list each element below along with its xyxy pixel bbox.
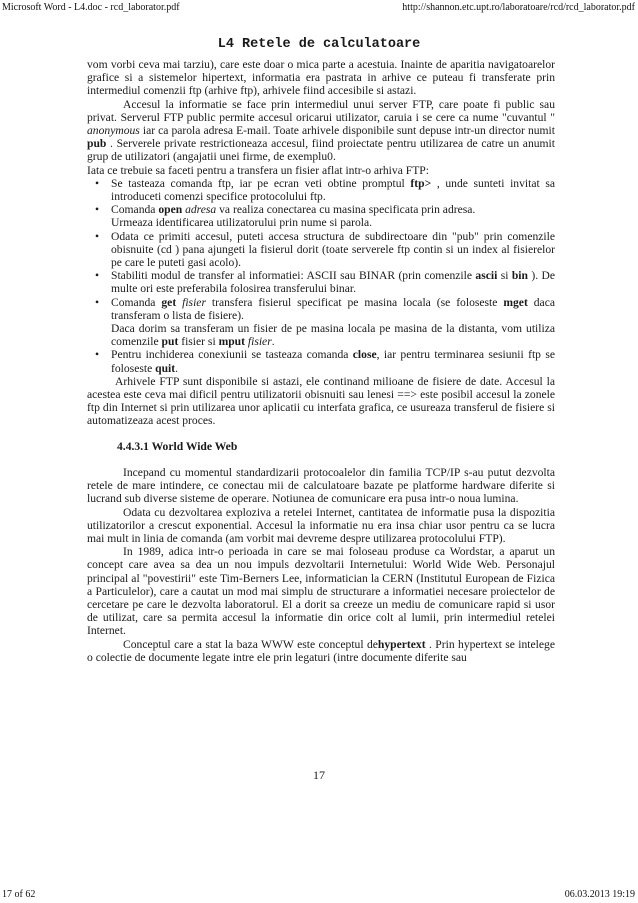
list-item: • Comanda get fisier transfera fisierul specificat pe masina locala (se foloseste mget daca transferam o lista de fisiere). Daca dorim sa transferam un fisier de pe masina locala pe masina de la distanta, vom utiliza comenzile put fisier si mput fisier. bbox=[111, 296, 555, 349]
page-number: 17 bbox=[313, 768, 325, 782]
list-item: • Stabiliti modul de transfer al informatiei: ASCII sau BINAR (prin comenzile ascii si bin ). De multe ori este preferabila folosirea transferului binar. bbox=[111, 269, 555, 295]
document-title: L4 Retele de calculatoare bbox=[217, 37, 421, 52]
browser-print-header-title: Microsoft Word - L4.doc - rcd_laborator.pdf bbox=[2, 2, 180, 13]
list-item: • Se tasteaza comanda ftp, iar pe ecran veti obtine promptul ftp> , unde sunteti invitat sa introduceti comenzi specifice protocolului ftp. bbox=[111, 177, 555, 203]
paragraph-intro: vom vorbi ceva mai tarziu), care este doar o mica parte a acestuia. Inainte de aparitia navigatoarelor grafice si a sistemelor hipertext, informatia era pastrata in arhive ce puteau fi transferate prin intermediul comenzii ftp (arhive ftp), arhivele fiind accesibile si astazi. bbox=[87, 58, 555, 98]
ftp-steps-list bbox=[87, 177, 555, 375]
browser-print-footer-timestamp: 06.03.2013 19:19 bbox=[564, 889, 635, 900]
paragraph-hypertext: Conceptul care a stat la baza WWW este conceptul dehypertext . Prin hypertext se intelege o colectie de documente legate intre ele prin legaturi (intre documente diferite sau bbox=[87, 637, 555, 664]
list-item: • Pentru inchiderea conexiunii se tasteaza comanda close, iar pentru terminarea sesiunii ftp se foloseste quit. bbox=[111, 348, 555, 374]
list-item: • Comanda open adresa va realiza conectarea cu masina specificata prin adresa. Urmeaza identificarea utilizatorului prin nume si parola. bbox=[111, 203, 555, 229]
page-body bbox=[87, 58, 555, 664]
paragraph-ftp-archives: Arhivele FTP sunt disponibile si astazi, ele continand milioane de fisiere de date. Accesul la acestea este ceva mai dificil pentru utilizatorii obisnuiti sau lenesi ==> este posibil accesul la zonele ftp din Internet si prin utilizarea unor aplicatii cu interfata grafica, ce usureaza transferul de fisiere si automatizeaza acest proces. bbox=[87, 374, 555, 428]
list-item: • Odata ce primiti accesul, puteti accesa structura de subdirectoare din "pub" prin comenzile obisnuite (cd ) pana ajungeti la fisierul dorit (toate serverele ftp contin si un index al fisierelor pe care le puteti gasi acolo). bbox=[111, 230, 555, 270]
paragraph-tcpip: Incepand cu momentul standardizarii protocoalelor din familia TCP/IP s-au putut dezvolta retele de mare intindere, ce conectau mii de calculatoare bazate pe platforme hardware diferite si lucrand sub diverse sisteme de operare. Notiunea de comunicare era pusa intr-o noua lumina. bbox=[87, 465, 555, 506]
paragraph-www-history: In 1989, adica intr-o perioada in care se mai foloseau produse ca Wordstar, a aparut un concept care avea sa dea un nou impuls dezvoltarii Internetului: World Wide Web. Personajul principal al "povestirii" este Tim-Berners Lee, informatician la CERN (Institutul European de Fizica a Particulelor), care a cautat un mod mai simplu de structurare a informatiei necesare proiectelor de cercetare pe care le dezvolta laboratorul. El a dorit sa creeze un mediu de comunicare rapid si usor de utilizat, care sa permita accesul la informatie din orice colt al lumii, prin intermediul retelei Internet. bbox=[87, 545, 555, 638]
paragraph-ftp-access: Accesul la informatie se face prin intermediul unui server FTP, care poate fi public sau privat. Serverul FTP public permite accesul oricarui utilizator, caruia i se cere ca nume "cuvantul " anonymous iar ca parola adresa E-mail. Toate arhivele disponibile sunt depuse intr-un director numit pub . Serverele private restrictioneaza accesul, fiind proiectate pentru utilizarea de catre un anumit grup de utilizatori (angajatii unei firme, de exemplu0. bbox=[87, 97, 555, 164]
paragraph-ftp-steps-intro: Iata ce trebuie sa faceti pentru a transfera un fisier aflat intr-o arhiva FTP: bbox=[87, 163, 429, 177]
browser-print-footer-page-count: 17 of 62 bbox=[2, 889, 36, 900]
browser-print-header-url: http://shannon.etc.upt.ro/laboratoare/rcd/rcd_laborator.pdf bbox=[402, 2, 635, 13]
section-heading: 4.4.3.1 World Wide Web bbox=[117, 439, 238, 453]
paragraph-internet-growth: Odata cu dezvoltarea exploziva a retelei Internet, cantitatea de informatie pusa la dispozitia utilizatorilor a crescut exponential. Accesul la informatie nu era insa chiar usor pentru ca se lucra mai mult in linia de comanda (am vorbit mai devreme despre utilizarea protocolului FTP). bbox=[87, 505, 555, 545]
